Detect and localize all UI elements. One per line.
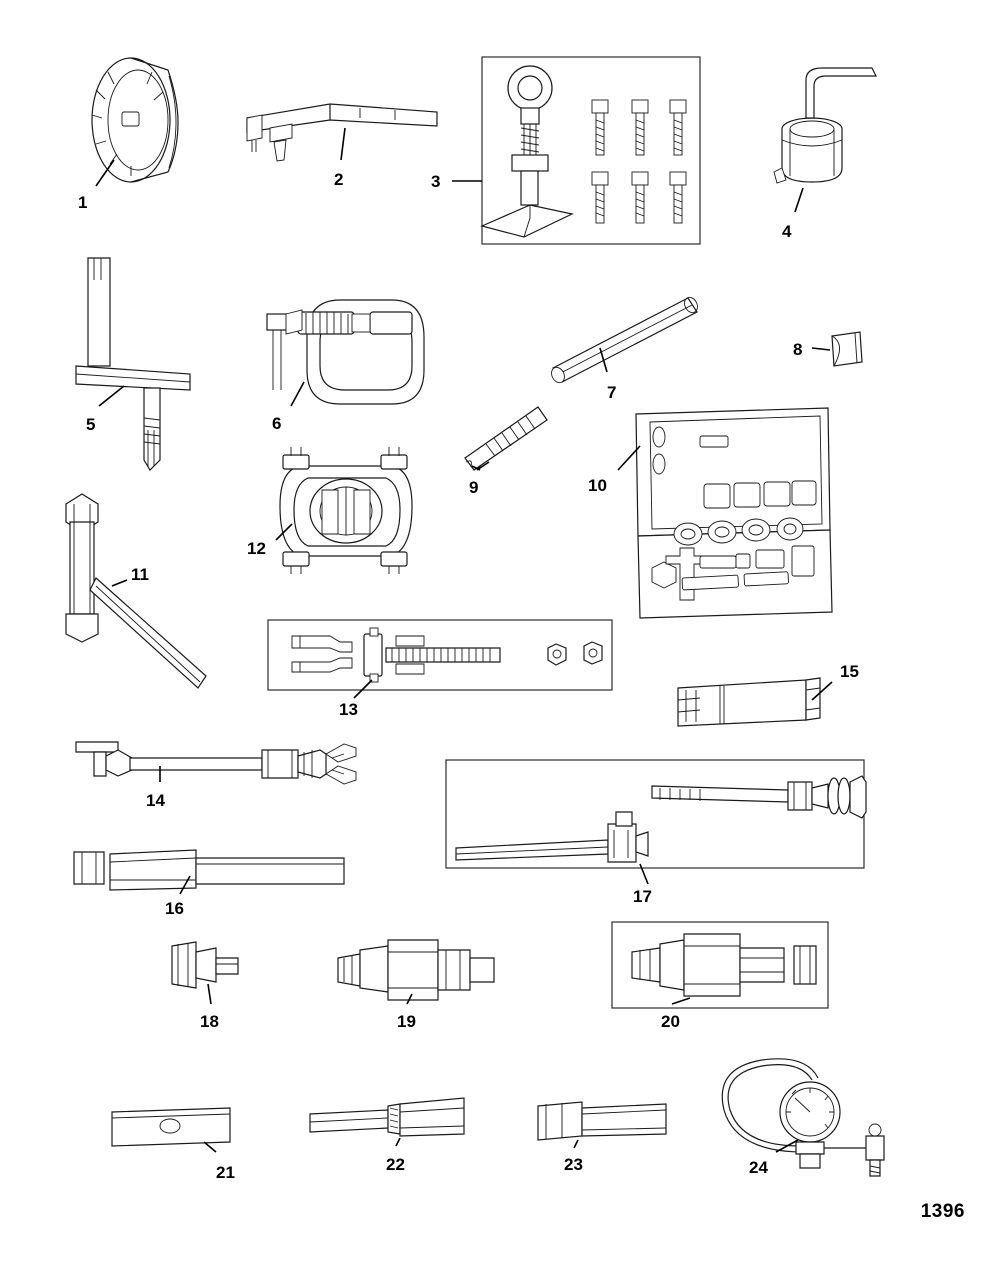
callout-9[interactable]: 9	[469, 478, 479, 497]
part-20-mandrel-and-adapter	[612, 922, 828, 1008]
part-23-hex-adapter	[538, 1102, 666, 1148]
plate-number: 1396	[920, 1201, 965, 1222]
callout-8[interactable]: 8	[793, 340, 803, 359]
part-12-bearing-separator	[276, 447, 412, 574]
callout-12[interactable]: 12	[247, 539, 266, 558]
part-4-cup-tool-with-handle	[774, 68, 876, 212]
part-8-bushing-sleeve	[812, 332, 862, 366]
callout-15[interactable]: 15	[840, 662, 859, 681]
callout-23[interactable]: 23	[564, 1155, 583, 1174]
callout-24[interactable]: 24	[749, 1158, 768, 1177]
callout-20[interactable]: 20	[661, 1012, 680, 1031]
part-18-short-mandrel	[172, 942, 238, 1004]
part-5-t-handle-driver	[76, 258, 190, 470]
callout-22[interactable]: 22	[386, 1155, 405, 1174]
part-19-stepped-mandrel	[338, 940, 494, 1004]
callout-4[interactable]: 4	[782, 222, 792, 241]
callout-14[interactable]: 14	[146, 791, 165, 810]
part-13-puller-jaw-set	[268, 620, 612, 698]
callout-10[interactable]: 10	[588, 476, 607, 495]
part-6-c-clamp-press	[267, 300, 424, 406]
part-9-threaded-rod-small	[465, 407, 547, 471]
part-15-bearing-driver-tube	[678, 678, 832, 726]
part-7-slide-hammer-rod	[549, 295, 700, 385]
part-1-filter-wrench-cap	[92, 58, 178, 186]
callout-21[interactable]: 21	[216, 1163, 235, 1182]
callout-2[interactable]: 2	[334, 170, 344, 189]
callout-6[interactable]: 6	[272, 414, 282, 433]
part-10-tool-case-kit	[618, 408, 832, 618]
part-3-lifting-eye-and-bolt-set	[452, 57, 700, 244]
part-16-driver-rod-with-collar	[74, 850, 344, 894]
part-24-pressure-gauge-with-hose	[722, 1059, 884, 1176]
part-22-threaded-driver	[310, 1098, 464, 1146]
part-11-socket-and-bar	[66, 494, 206, 688]
callout-19[interactable]: 19	[397, 1012, 416, 1031]
callout-17[interactable]: 17	[633, 887, 652, 906]
callout-18[interactable]: 18	[200, 1012, 219, 1031]
callout-13[interactable]: 13	[339, 700, 358, 719]
part-14-driver-shaft-assembly	[76, 742, 356, 784]
callout-16[interactable]: 16	[165, 899, 184, 918]
part-21-flat-plate-tool	[112, 1108, 230, 1152]
callout-11[interactable]: 11	[131, 565, 149, 584]
callout-3[interactable]: 3	[431, 172, 441, 191]
callout-5[interactable]: 5	[86, 415, 96, 434]
part-2-bearing-puller-bar	[247, 104, 437, 161]
part-17-puller-assembly-kit	[446, 760, 866, 884]
callout-1[interactable]: 1	[78, 193, 88, 212]
callout-7[interactable]: 7	[607, 383, 617, 402]
